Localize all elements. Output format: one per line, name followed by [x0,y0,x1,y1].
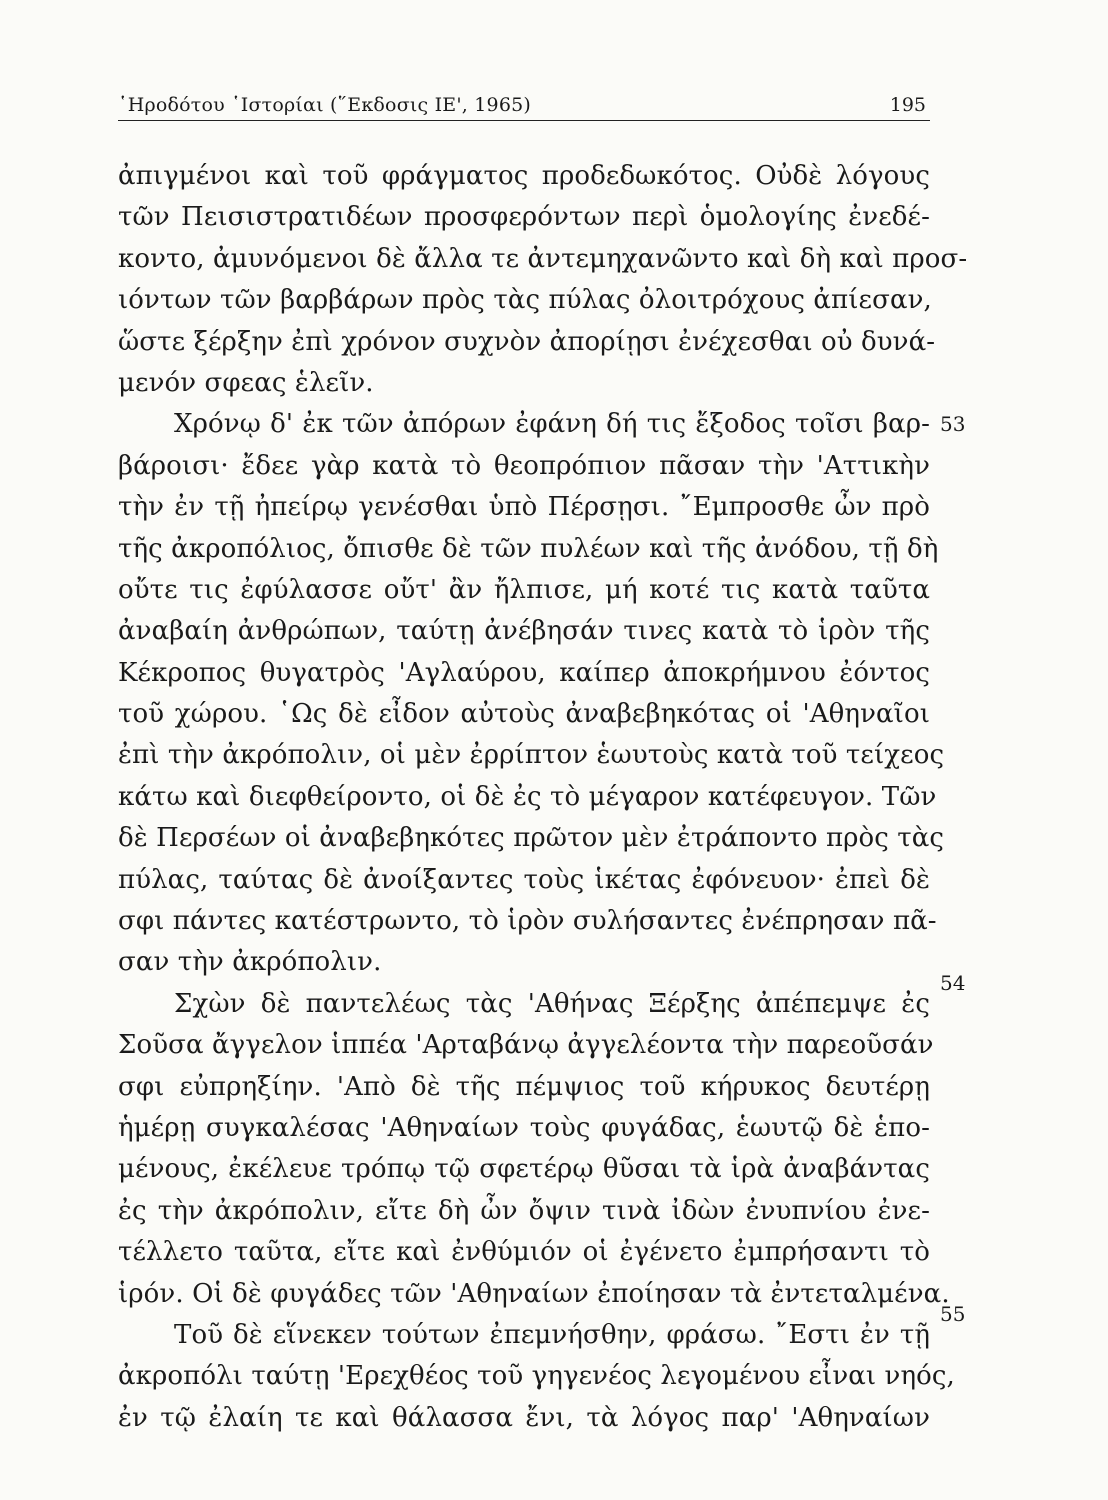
section-number: 55 [940,1302,966,1326]
text-line: τὴν ἐν τῇ ἠπείρῳ γενέσθαι ὑπὸ Πέρσῃσι. ῎Εμπροσθε ὦν πρὸ [118,492,930,523]
text-line: σαν τὴν ἀκρόπολιν. [118,947,382,978]
page-number: 195 [889,94,926,116]
text-line: τῶν Πεισιστρατιδέων προσφερόντων περὶ ὁμολογίης ἐνεδέ- [118,202,930,233]
text-line: ἐπὶ τὴν ἀκρόπολιν, οἱ μὲν ἐρρίπτον ἑωυτοὺς κατὰ τοῦ τείχεος [118,740,945,771]
text-line: Κέκροπος θυγατρὸς 'Αγλαύρου, καίπερ ἀποκρήμνου ἐόντος [118,657,930,688]
text-line: ἐς τὴν ἀκρόπολιν, εἴτε δὴ ὦν ὄψιν τινὰ ἰδὼν ἐνυπνίου ἐνε- [118,1195,930,1226]
text-line: τῆς ἀκροπόλιος, ὄπισθε δὲ τῶν πυλέων καὶ τῆς ἀνόδου, τῇ δὴ [118,533,939,564]
text-line: ἀπιγμένοι καὶ τοῦ φράγματος προδεδωκότος. Οὐδὲ λόγους [118,161,930,191]
running-title: ῾Ηροδότου ῾Ιστορίαι (῞Εκδοσις ΙΕ', 1965) [118,94,532,116]
text-line: Χρόνῳ δ' ἐκ τῶν ἀπόρων ἐφάνη δή τις ἔξοδος τοῖσι βαρ- [174,409,930,440]
text-line: κοντο, ἀμυνόμενοι δὲ ἄλλα τε ἀντεμηχανῶντο καὶ δὴ καὶ προσ- [118,243,968,274]
text-line: ἡμέρῃ συγκαλέσας 'Αθηναίων τοὺς φυγάδας, ἑωυτῷ δὲ ἑπο- [118,1112,930,1143]
text-line: πύλας, ταύτας δὲ ἀνοίξαντες τοὺς ἱκέτας ἐφόνευον· ἐπεὶ δὲ [118,864,930,895]
section-number: 53 [940,412,966,436]
text-line: ἀκροπόλι ταύτῃ 'Ερεχθέος τοῦ γηγενέος λεγομένου εἶναι νηός, [118,1361,955,1392]
text-line: σφι εὐπρηξίην. 'Απὸ δὲ τῆς πέμψιος τοῦ κήρυκος δευτέρῃ [118,1071,930,1102]
text-line: ιόντων τῶν βαρβάρων πρὸς τὰς πύλας ὀλοιτρόχους ἀπίεσαν, [118,285,932,316]
running-header [118,90,930,121]
text-line: ὥστε ξέρξην ἐπὶ χρόνον συχνὸν ἀπορίῃσι ἐνέχεσθαι οὐ δυνά- [118,326,936,357]
text-line: κάτω καὶ διεφθείροντο, οἱ δὲ ἐς τὸ μέγαρον κατέφευγον. Τῶν [118,781,937,812]
text-line: δὲ Περσέων οἱ ἀναβεβηκότες πρῶτον μὲν ἐτράποντο πρὸς τὰς [118,823,945,854]
section-number: 54 [940,971,966,995]
text-line: Τοῦ δὲ εἵνεκεν τούτων ἐπεμνήσθην, φράσω. ῎Εστι ἐν τῇ [174,1319,930,1350]
text-line: Σχὼν δὲ παντελέως τὰς 'Αθήνας Ξέρξης ἀπέπεμψε ἐς [174,988,930,1019]
text-line: τέλλετο ταῦτα, εἴτε καὶ ἐνθύμιόν οἱ ἐγένετο ἐμπρήσαντι τὸ [118,1237,930,1268]
text-line: ἀναβαίη ἀνθρώπων, ταύτῃ ἀνέβησάν τινες κατὰ τὸ ἱρὸν τῆς [118,616,930,647]
text-line: ἐν τῷ ἐλαίη τε καὶ θάλασσα ἔνι, τὰ λόγος παρ' 'Αθηναίων [118,1402,930,1433]
text-line: βάροισι· ἔδεε γὰρ κατὰ τὸ θεοπρόπιον πᾶσαν τὴν 'Αττικὴν [118,450,930,481]
text-line: οὔτε τις ἐφύλασσε οὔτ' ἂν ἤλπισε, μή κοτέ τις κατὰ ταῦτα [118,574,930,605]
text-line: ἱρόν. Οἱ δὲ φυγάδες τῶν 'Αθηναίων ἐποίησαν τὰ ἐντεταλμένα. [118,1278,950,1309]
text-line: μενόν σφεας ἑλεῖν. [118,367,374,398]
text-line: τοῦ χώρου. ῾Ως δὲ εἶδον αὐτοὺς ἀναβεβηκότας οἱ 'Αθηναῖοι [118,699,930,730]
text-line: Σοῦσα ἄγγελον ἱππέα 'Αρταβάνῳ ἀγγελέοντα τὴν παρεοῦσάν [118,1030,934,1061]
text-line: σφι πάντες κατέστρωντο, τὸ ἱρὸν συλήσαντες ἐνέπρησαν πᾶ- [118,906,937,937]
text-line: μένους, ἐκέλευε τρόπῳ τῷ σφετέρῳ θῦσαι τὰ ἱρὰ ἀναβάντας [118,1154,930,1185]
